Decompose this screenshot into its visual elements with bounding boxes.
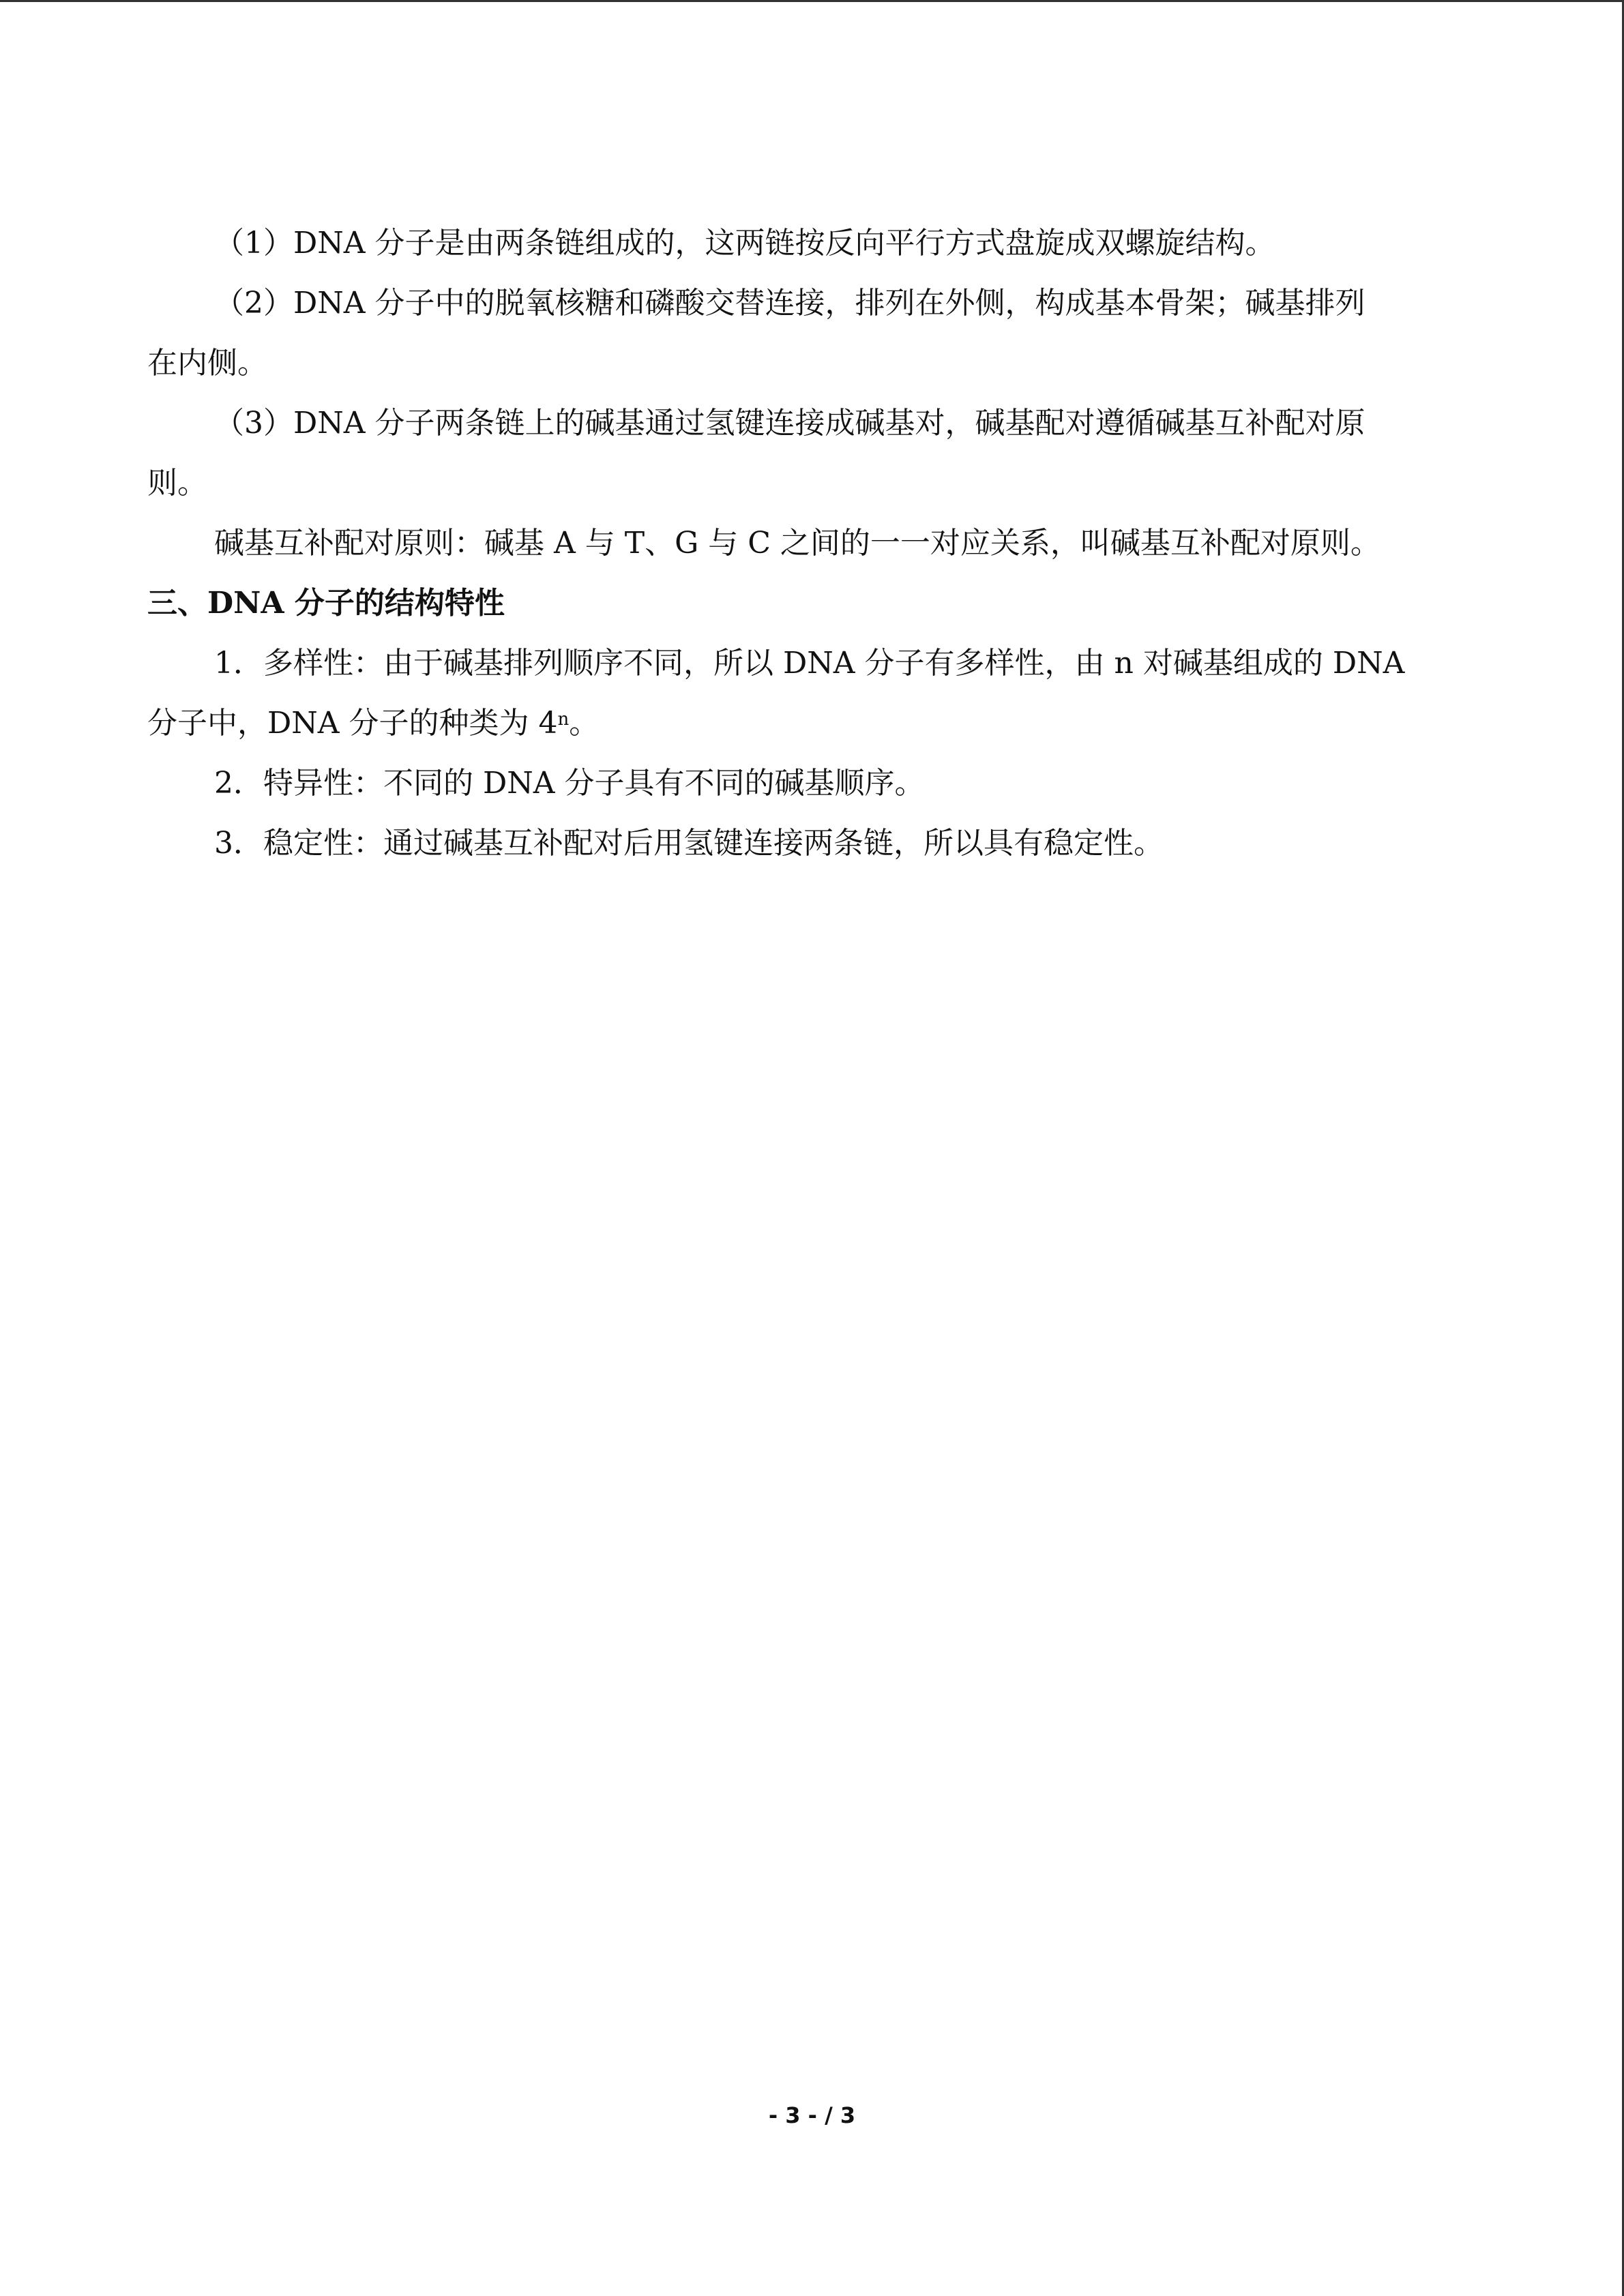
paragraph-3-line-2: 则。: [147, 466, 207, 501]
paragraph-1: （1）DNA 分子是由两条链组成的，这两链按反向平行方式盘旋成双螺旋结构。: [214, 226, 1275, 260]
stability-line: 3．稳定性：通过碱基互补配对后用氢键连接两条链，所以具有稳定性。: [214, 826, 1164, 861]
base-pairing-principle: 碱基互补配对原则：碱基 A 与 T、G 与 C 之间的一一对应关系，叫碱基互补配对原则。: [214, 526, 1381, 561]
exponent-n: n: [557, 709, 570, 730]
paragraph-2-line-1: （2）DNA 分子中的脱氧核糖和磷酸交替连接，排列在外侧，构成基本骨架；碱基排列: [214, 286, 1365, 320]
section-heading: 三、DNA 分子的结构特性: [147, 586, 505, 621]
diversity-line-2-text: 分子中，DNA 分子的种类为 4: [147, 706, 558, 741]
specificity-line: 2．特异性：不同的 DNA 分子具有不同的碱基顺序。: [214, 766, 925, 801]
paragraph-2-line-2: 在内侧。: [147, 346, 267, 381]
diversity-line-2: [147, 694, 1477, 754]
page-number: - 3 - / 3: [768, 2102, 856, 2128]
document-body: [147, 213, 1477, 874]
diversity-line-2-period: 。: [569, 706, 600, 741]
diversity-line-1: 1．多样性：由于碱基排列顺序不同，所以 DNA 分子有多样性，由 n 对碱基组成的 DNA: [214, 646, 1405, 681]
paragraph-3-line-1: （3）DNA 分子两条链上的碱基通过氢键连接成碱基对，碱基配对遵循碱基互补配对原: [214, 406, 1365, 441]
